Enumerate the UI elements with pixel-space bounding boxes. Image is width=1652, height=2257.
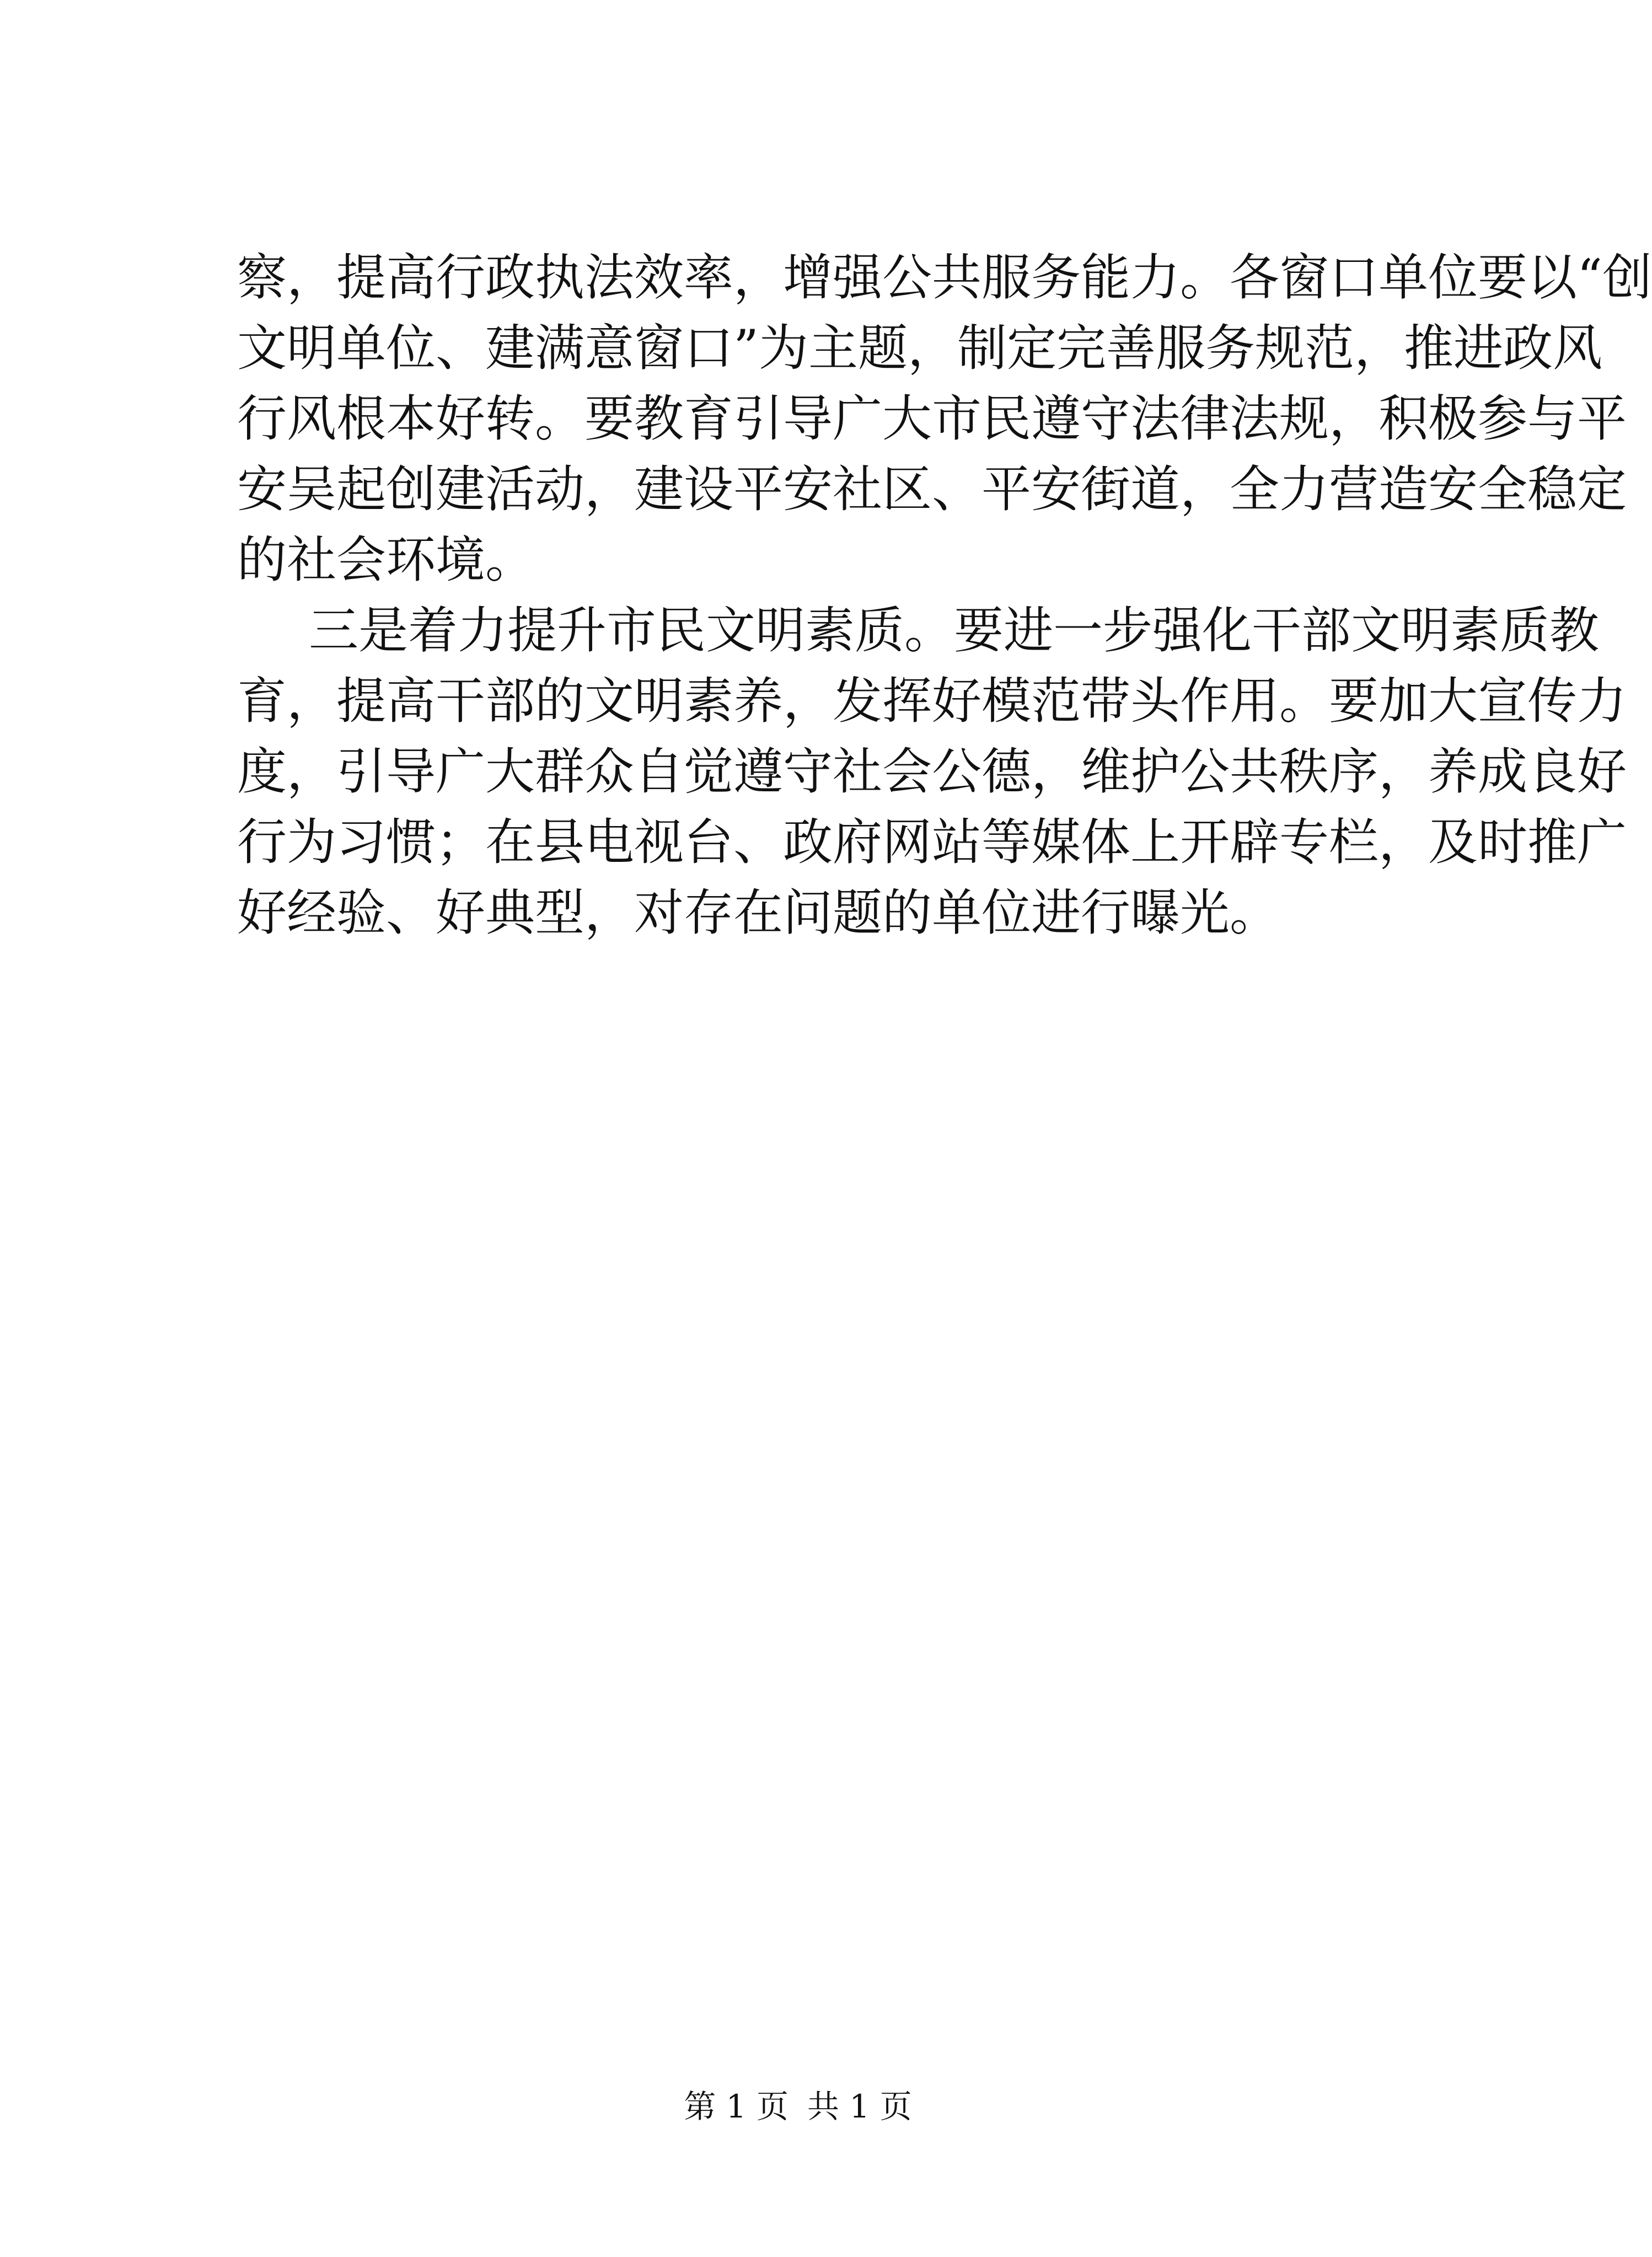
paragraph-2 [237, 596, 1627, 948]
text-glyph: 营 [1329, 460, 1379, 518]
page-total: 共 1 页 [807, 2088, 912, 2125]
text-glyph: 时 [1478, 813, 1527, 871]
text-glyph: 文 [584, 672, 634, 730]
text-glyph: ， [287, 672, 336, 730]
text-glyph: 传 [1527, 672, 1577, 730]
text-glyph: 。 [1279, 672, 1329, 730]
text-glyph: 育 [684, 390, 733, 448]
text-glyph: 觉 [684, 743, 733, 801]
text-glyph: 惯 [386, 813, 436, 871]
text-glyph: 质 [1500, 602, 1549, 660]
text-glyph: 口 [684, 319, 733, 377]
text-glyph: 行 [237, 813, 287, 871]
text-glyph: 街 [1081, 460, 1130, 518]
paragraph-line [237, 737, 1627, 807]
text-glyph: 护 [1130, 743, 1180, 801]
text-glyph: 是 [358, 602, 408, 660]
text-glyph: 明 [634, 672, 684, 730]
text-glyph: 效 [634, 249, 684, 307]
text-glyph: 起 [336, 460, 386, 518]
paragraph-1 [237, 243, 1652, 596]
text-glyph: 平 [733, 460, 783, 518]
text-glyph: 媒 [1031, 813, 1081, 871]
text-glyph: 文 [706, 602, 755, 660]
text-glyph: ， [1180, 460, 1230, 518]
text-glyph: 广 [833, 390, 882, 448]
text-glyph: 造 [1379, 460, 1428, 518]
text-glyph: 动 [535, 460, 584, 518]
text-glyph: 大 [882, 390, 932, 448]
text-glyph: 法 [1230, 390, 1279, 448]
text-glyph: 大 [485, 743, 535, 801]
text-glyph: 建 [436, 460, 485, 518]
text-glyph: 进 [1004, 602, 1053, 660]
text-glyph: 务 [1205, 319, 1256, 377]
page-number: 第 1 页 [684, 2088, 789, 2125]
text-glyph: ” [733, 319, 759, 377]
paragraph-line [237, 243, 1652, 313]
text-glyph: ， [733, 249, 783, 307]
text-glyph: 活 [485, 460, 535, 518]
text-glyph: 养 [733, 672, 783, 730]
text-glyph: 建 [634, 460, 684, 518]
text-glyph: 规 [1279, 390, 1329, 448]
text-glyph: 推 [1404, 319, 1454, 377]
text-glyph: 明 [1401, 602, 1450, 660]
text-glyph: 以 [1527, 249, 1577, 307]
text-glyph: 栏 [1329, 813, 1379, 871]
paragraph-line [237, 454, 1627, 525]
text-glyph: 律 [1180, 390, 1230, 448]
text-glyph: 务 [1031, 249, 1081, 307]
text-glyph: 素 [1450, 602, 1500, 660]
text-glyph: 创 [1602, 249, 1652, 307]
text-glyph: 社 [833, 743, 882, 801]
text-glyph: 作 [1180, 672, 1230, 730]
text-glyph: 位 [1428, 249, 1478, 307]
text-glyph: 根 [336, 390, 386, 448]
text-glyph: 区 [882, 460, 932, 518]
text-glyph: 习 [336, 813, 386, 871]
text-glyph: 等 [981, 813, 1031, 871]
text-glyph: ， [1031, 743, 1081, 801]
text-glyph: 开 [1180, 813, 1230, 871]
text-glyph: 转 [485, 390, 535, 448]
text-glyph: 遵 [733, 743, 783, 801]
text-glyph: ， [1379, 813, 1428, 871]
text-glyph: 文 [237, 319, 287, 377]
text-glyph: 行 [237, 390, 287, 448]
text-glyph: 规 [1255, 319, 1305, 377]
text-glyph: 政 [485, 249, 535, 307]
text-glyph: 定 [1007, 319, 1057, 377]
text-glyph: 民 [981, 390, 1031, 448]
text-glyph: 步 [1103, 602, 1152, 660]
text-glyph: 养 [1428, 743, 1478, 801]
text-glyph: ， [584, 460, 634, 518]
text-glyph: 察 [237, 249, 287, 307]
text-glyph: 单 [1379, 249, 1428, 307]
text-glyph: 法 [584, 249, 634, 307]
text-glyph: 公 [932, 743, 981, 801]
text-glyph: 强 [1152, 602, 1202, 660]
text-glyph: 服 [981, 249, 1031, 307]
text-glyph: 在 [485, 813, 535, 871]
text-glyph: 范 [1305, 319, 1355, 377]
text-glyph: 全 [1230, 460, 1279, 518]
text-glyph: 化 [1202, 602, 1252, 660]
text-glyph: ， [783, 672, 833, 730]
text-glyph: 辟 [1230, 813, 1279, 871]
text-glyph: 平 [1577, 390, 1627, 448]
text-glyph: 维 [1081, 743, 1130, 801]
text-glyph: 执 [535, 249, 584, 307]
text-glyph: 位 [386, 319, 436, 377]
text-glyph: 明 [287, 319, 336, 377]
text-glyph: 设 [684, 460, 733, 518]
text-glyph: 广 [1577, 813, 1627, 871]
text-glyph: 会 [882, 743, 932, 801]
text-glyph: 强 [833, 249, 882, 307]
text-glyph: 干 [436, 672, 485, 730]
text-glyph: 。 [904, 602, 954, 660]
text-glyph: 范 [1031, 672, 1081, 730]
text-glyph: 及 [1428, 813, 1478, 871]
text-glyph: 积 [1379, 390, 1428, 448]
text-glyph: 提 [336, 672, 386, 730]
text-glyph: 的 [535, 672, 584, 730]
text-glyph: 序 [1329, 743, 1379, 801]
text-glyph: 为 [759, 319, 809, 377]
text-glyph: 宣 [1478, 672, 1527, 730]
text-glyph: 服 [1156, 319, 1206, 377]
text-glyph: 善 [1106, 319, 1156, 377]
text-glyph: 平 [981, 460, 1031, 518]
text-glyph: 。 [535, 390, 584, 448]
text-glyph: 质 [855, 602, 904, 660]
text-glyph: 社 [833, 460, 882, 518]
text-glyph: 道 [1130, 460, 1180, 518]
text-glyph: 要 [1329, 672, 1379, 730]
text-glyph: 守 [1081, 390, 1130, 448]
paragraph-line: 的社会环境。 [237, 531, 535, 589]
text-glyph: 教 [1549, 602, 1599, 660]
text-glyph: 市 [932, 390, 981, 448]
text-glyph: 吴 [287, 460, 336, 518]
text-glyph: 电 [584, 813, 634, 871]
text-glyph: 题 [858, 319, 908, 377]
paragraph-line: 好经验、好典型，对存在问题的单位进行曝光。 [237, 884, 1279, 942]
text-glyph: 众 [584, 743, 634, 801]
text-glyph: 发 [833, 672, 882, 730]
text-glyph: 广 [436, 743, 485, 801]
text-glyph: 增 [783, 249, 833, 307]
text-glyph: “ [1577, 249, 1603, 307]
text-glyph: 安 [237, 460, 287, 518]
text-glyph: 满 [535, 319, 584, 377]
text-glyph: 带 [1081, 672, 1130, 730]
text-glyph: 各 [1230, 249, 1279, 307]
text-glyph: 力 [1130, 249, 1180, 307]
text-glyph: 率 [684, 249, 733, 307]
text-glyph: 德 [981, 743, 1031, 801]
text-glyph: 法 [1130, 390, 1180, 448]
text-glyph: 提 [336, 249, 386, 307]
text-glyph: 窗 [1279, 249, 1329, 307]
text-glyph: 好 [932, 672, 981, 730]
text-glyph: 共 [932, 249, 981, 307]
text-glyph: 推 [1527, 813, 1577, 871]
text-glyph: 力 [458, 602, 507, 660]
text-glyph: 、 [932, 460, 981, 518]
text-glyph: 文 [1351, 602, 1401, 660]
text-glyph: 素 [684, 672, 733, 730]
text-glyph: 台 [684, 813, 733, 871]
page-footer [0, 2084, 1596, 2129]
text-glyph: 。 [1180, 249, 1230, 307]
text-glyph: 力 [1577, 672, 1627, 730]
text-glyph: 参 [1478, 390, 1527, 448]
text-glyph: 窗 [634, 319, 684, 377]
text-glyph: 风 [287, 390, 336, 448]
text-glyph: 单 [336, 319, 386, 377]
text-glyph: 意 [584, 319, 634, 377]
text-glyph: 专 [1279, 813, 1329, 871]
text-glyph: 能 [1081, 249, 1130, 307]
text-glyph: 完 [1056, 319, 1107, 377]
paragraph-line [237, 666, 1627, 737]
text-glyph: 部 [485, 672, 535, 730]
text-glyph: 升 [557, 602, 607, 660]
text-glyph: 秩 [1279, 743, 1329, 801]
text-glyph: 县 [535, 813, 584, 871]
paragraph-line [237, 313, 1603, 384]
text-glyph: 素 [805, 602, 855, 660]
text-glyph: 体 [1081, 813, 1130, 871]
text-glyph: 网 [882, 813, 932, 871]
text-glyph: 民 [656, 602, 706, 660]
text-glyph: 上 [1130, 813, 1180, 871]
text-glyph: 高 [386, 249, 436, 307]
text-glyph: 制 [957, 319, 1007, 377]
text-glyph: 视 [634, 813, 684, 871]
text-glyph: 力 [1279, 460, 1329, 518]
text-glyph: 公 [1180, 743, 1230, 801]
text-glyph: 、 [733, 813, 783, 871]
text-glyph: 群 [535, 743, 584, 801]
text-glyph: 极 [1428, 390, 1478, 448]
text-glyph: 用 [1230, 672, 1279, 730]
text-glyph: ， [908, 319, 958, 377]
text-glyph: 守 [783, 743, 833, 801]
text-glyph: 良 [1527, 743, 1577, 801]
text-glyph: 提 [507, 602, 557, 660]
text-glyph: 风 [1553, 319, 1603, 377]
text-glyph: 、 [436, 319, 485, 377]
text-glyph: ， [1329, 390, 1379, 448]
text-glyph: 安 [783, 460, 833, 518]
text-glyph: 度 [237, 743, 287, 801]
text-glyph: 政 [1503, 319, 1553, 377]
text-glyph: 加 [1379, 672, 1428, 730]
text-glyph: 引 [336, 743, 386, 801]
text-glyph: 高 [386, 672, 436, 730]
text-glyph: 头 [1130, 672, 1180, 730]
text-glyph: 府 [833, 813, 882, 871]
text-glyph: 一 [1053, 602, 1103, 660]
text-glyph: 为 [287, 813, 336, 871]
text-glyph: 挥 [882, 672, 932, 730]
text-glyph: 导 [386, 743, 436, 801]
paragraph-line [237, 384, 1627, 454]
text-glyph: 着 [408, 602, 458, 660]
text-glyph: 建 [485, 319, 535, 377]
text-glyph: 好 [436, 390, 485, 448]
text-glyph: 安 [1428, 460, 1478, 518]
text-glyph: 全 [1478, 460, 1527, 518]
text-glyph: 公 [882, 249, 932, 307]
text-glyph: 育 [237, 672, 287, 730]
text-glyph: 明 [755, 602, 805, 660]
text-glyph: 行 [436, 249, 485, 307]
text-glyph: 市 [607, 602, 656, 660]
text-glyph: 大 [1428, 672, 1478, 730]
text-glyph: 创 [386, 460, 436, 518]
text-glyph: 教 [634, 390, 684, 448]
text-glyph: ， [1354, 319, 1404, 377]
document-body [237, 243, 1652, 948]
text-glyph: 要 [584, 390, 634, 448]
paragraph-line [237, 807, 1627, 878]
text-glyph: 导 [783, 390, 833, 448]
text-glyph: 干 [1252, 602, 1301, 660]
text-glyph: 稳 [1527, 460, 1577, 518]
text-glyph: 要 [1478, 249, 1527, 307]
text-glyph: 部 [1301, 602, 1351, 660]
text-glyph: 共 [1230, 743, 1279, 801]
text-glyph: ； [436, 813, 485, 871]
text-glyph: ， [1379, 743, 1428, 801]
text-glyph: 口 [1329, 249, 1379, 307]
text-glyph: 政 [783, 813, 833, 871]
text-glyph: 三 [309, 602, 358, 660]
text-glyph: 定 [1577, 460, 1627, 518]
text-glyph: 站 [932, 813, 981, 871]
text-glyph: 与 [1527, 390, 1577, 448]
text-glyph: 主 [808, 319, 859, 377]
text-glyph: 模 [981, 672, 1031, 730]
text-glyph: 好 [1577, 743, 1627, 801]
text-glyph: ， [287, 249, 336, 307]
text-glyph: 安 [1031, 460, 1081, 518]
text-glyph: 本 [386, 390, 436, 448]
text-glyph: ， [287, 743, 336, 801]
text-glyph: 引 [733, 390, 783, 448]
text-glyph: 进 [1453, 319, 1504, 377]
text-glyph: 要 [954, 602, 1004, 660]
text-glyph: 遵 [1031, 390, 1081, 448]
paragraph-line [237, 596, 1599, 666]
text-glyph: 成 [1478, 743, 1527, 801]
text-glyph: 自 [634, 743, 684, 801]
